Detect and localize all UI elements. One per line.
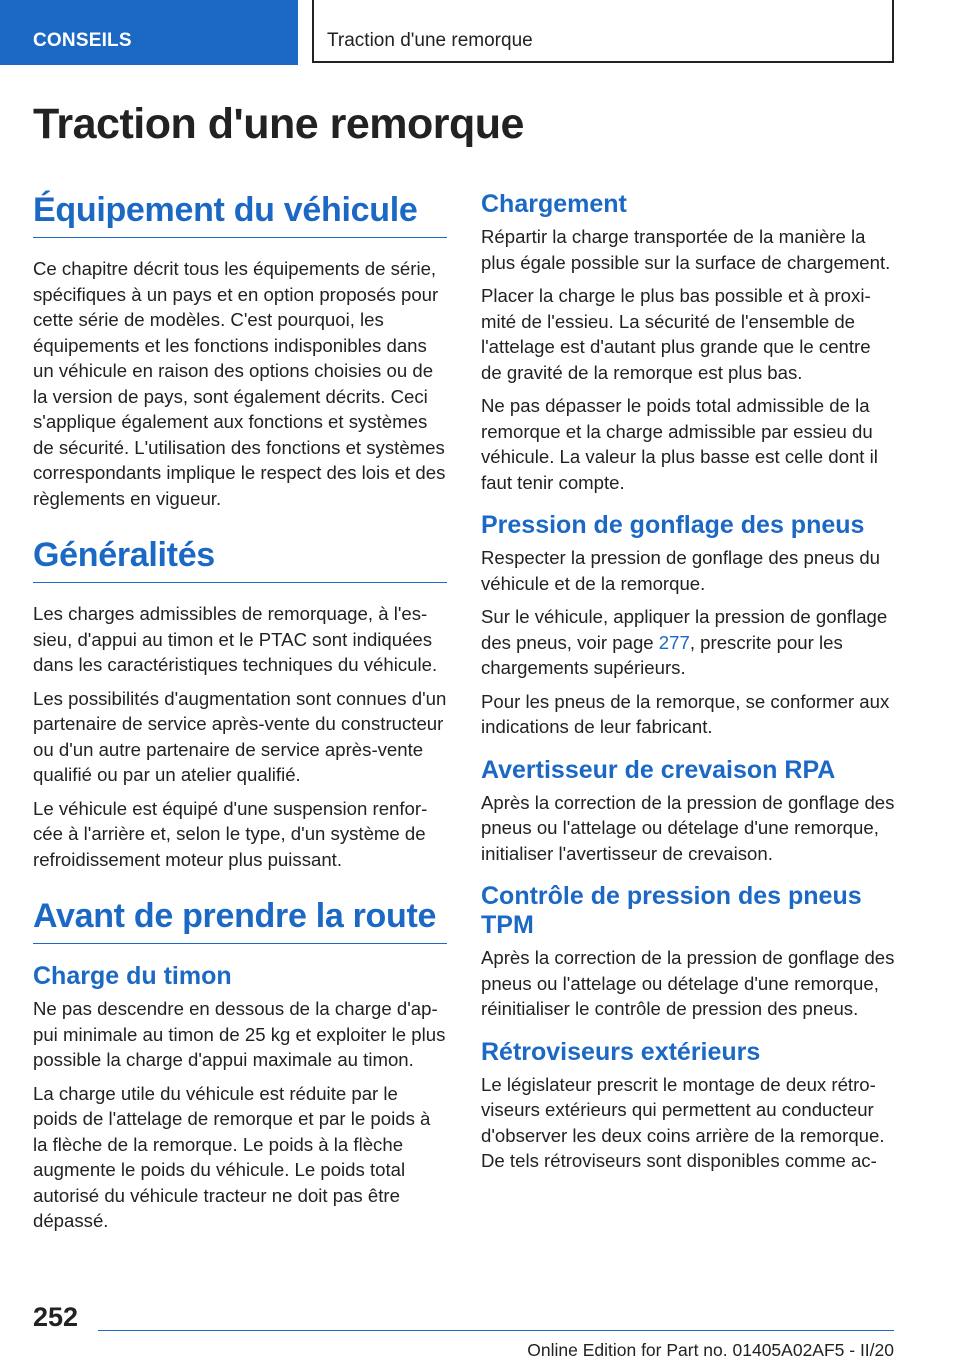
paragraph-generalites-3: Le véhicule est équipé d'une suspension renforcée à l'arrière et, selon le type, d'un système de refroidissement moteur plus puissant. bbox=[33, 797, 428, 870]
paragraph-pression-3: Pour les pneus de la remorque, se conformer aux indications de leur fabricant. bbox=[481, 690, 890, 737]
paragraph-chargement-1: Répartir la charge transportée de la manière la plus égale possible sur la surface de chargement. bbox=[481, 226, 891, 273]
subheading-pression: Pression de gonflage des pneus bbox=[481, 511, 865, 539]
right-column bbox=[481, 190, 895, 1182]
page-number: 252 bbox=[33, 1302, 79, 1332]
subheading-tpm: Contrôle de pression des pneus TPM bbox=[481, 882, 862, 939]
page-title: Traction d'une remorque bbox=[33, 100, 524, 148]
heading-avant-route: Avant de prendre la route bbox=[33, 896, 447, 944]
section-tab bbox=[0, 0, 298, 65]
subheading-rpa: Avertisseur de crevaison RPA bbox=[481, 755, 836, 784]
topic-tab bbox=[312, 0, 894, 63]
subheading-chargement: Chargement bbox=[481, 190, 627, 218]
paragraph-pression-2 bbox=[481, 604, 895, 681]
page-277-link[interactable]: 277 bbox=[658, 631, 690, 653]
topic-tab-label: Traction d'une remorque bbox=[327, 30, 533, 51]
paragraph-rpa-1: Après la correction de la pression de gonflage des pneus ou l'attelage ou dételage d'une remorque, initialiser l'avertisseur de crevaison. bbox=[481, 791, 895, 864]
heading-equipement: Équipement du véhicule bbox=[33, 190, 447, 238]
paragraph-chargement-2: Placer la charge le plus bas possible et à proximité de l'essieu. La sécurité de l'ensemble de l'attelage est d'autant plus grande que le centre de gravité de la remorque est plus bas. bbox=[481, 285, 871, 383]
paragraph-generalites-2: Les possibilités d'augmentation sont connues d'un partenaire de service après-vente du constructeur ou d'un autre partenaire de service après-vente qualifié ou par un atelier qualifié. bbox=[33, 687, 447, 785]
paragraph-charge-timon-2: La charge utile du véhicule est réduite par le poids de l'attelage de remorque et par le poids à la flèche de la remorque. Le poids à la flèche augmente le poids du véhicule. Le poids total autorisé du véhicule tracteur ne doit pas être dépassé. bbox=[33, 1082, 431, 1231]
paragraph-charge-timon-1: Ne pas descendre en dessous de la charge d'appui minimale au timon de 25 kg et exploiter le plus possible la charge d'appui maximale au timon. bbox=[33, 998, 446, 1070]
section-tab-label: CONSEILS bbox=[33, 30, 132, 51]
footer-edition: Online Edition for Part no. 01405A02AF5 - II/20 bbox=[527, 1340, 894, 1360]
paragraph-equipement: Ce chapitre décrit tous les équipements de série, spécifiques à un pays et en option proposés pour cette série de modèles. C'est pourquoi, les équipements et les fonctions indisponibles dans un véhicule en raison des options choisies ou de la version de pays, sont également décrits. Ceci s'applique également aux fonctions et systèmes de sécurité. L'utilisation des fonctions et systèmes correspondants implique le respect des lois et des règlements en vigueur. bbox=[33, 258, 446, 509]
subheading-retroviseurs: Rétroviseurs extérieurs bbox=[481, 1037, 761, 1066]
left-column bbox=[33, 190, 447, 1242]
paragraph-generalites-1: Les charges admissibles de remorquage, à l'essieu, d'appui au timon et le PTAC sont indiquées dans les caractéristiques techniques du véhicule. bbox=[33, 603, 438, 675]
heading-generalites: Généralités bbox=[33, 535, 447, 583]
paragraph-chargement-3: Ne pas dépasser le poids total admissible de la remorque et la charge admissible par essieu du véhicule. La valeur la plus basse est celle dont il faut tenir compte. bbox=[481, 395, 878, 493]
pression-text-after: , prescrite pour les chargements supérieurs. bbox=[481, 631, 843, 678]
paragraph-pression-1: Respecter la pression de gonflage des pneus du véhicule et de la remorque. bbox=[481, 547, 881, 594]
paragraph-tpm-1: Après la correction de la pression de gonflage des pneus ou l'attelage ou dételage d'une remorque, réinitialiser le contrôle de pression des pneus. bbox=[481, 947, 895, 1019]
footer-divider bbox=[98, 1330, 894, 1331]
pression-text-before: Sur le véhicule, appliquer la pression de gonflage des pneus, voir page bbox=[481, 606, 888, 653]
subheading-charge-timon: Charge du timon bbox=[33, 962, 232, 990]
paragraph-retroviseurs-1: Le législateur prescrit le montage de deux rétroviseurs extérieurs qui permettent au conducteur d'observer les deux coins arrière de la remorque. De tels rétroviseurs sont disponibles comme ac- bbox=[481, 1073, 885, 1171]
